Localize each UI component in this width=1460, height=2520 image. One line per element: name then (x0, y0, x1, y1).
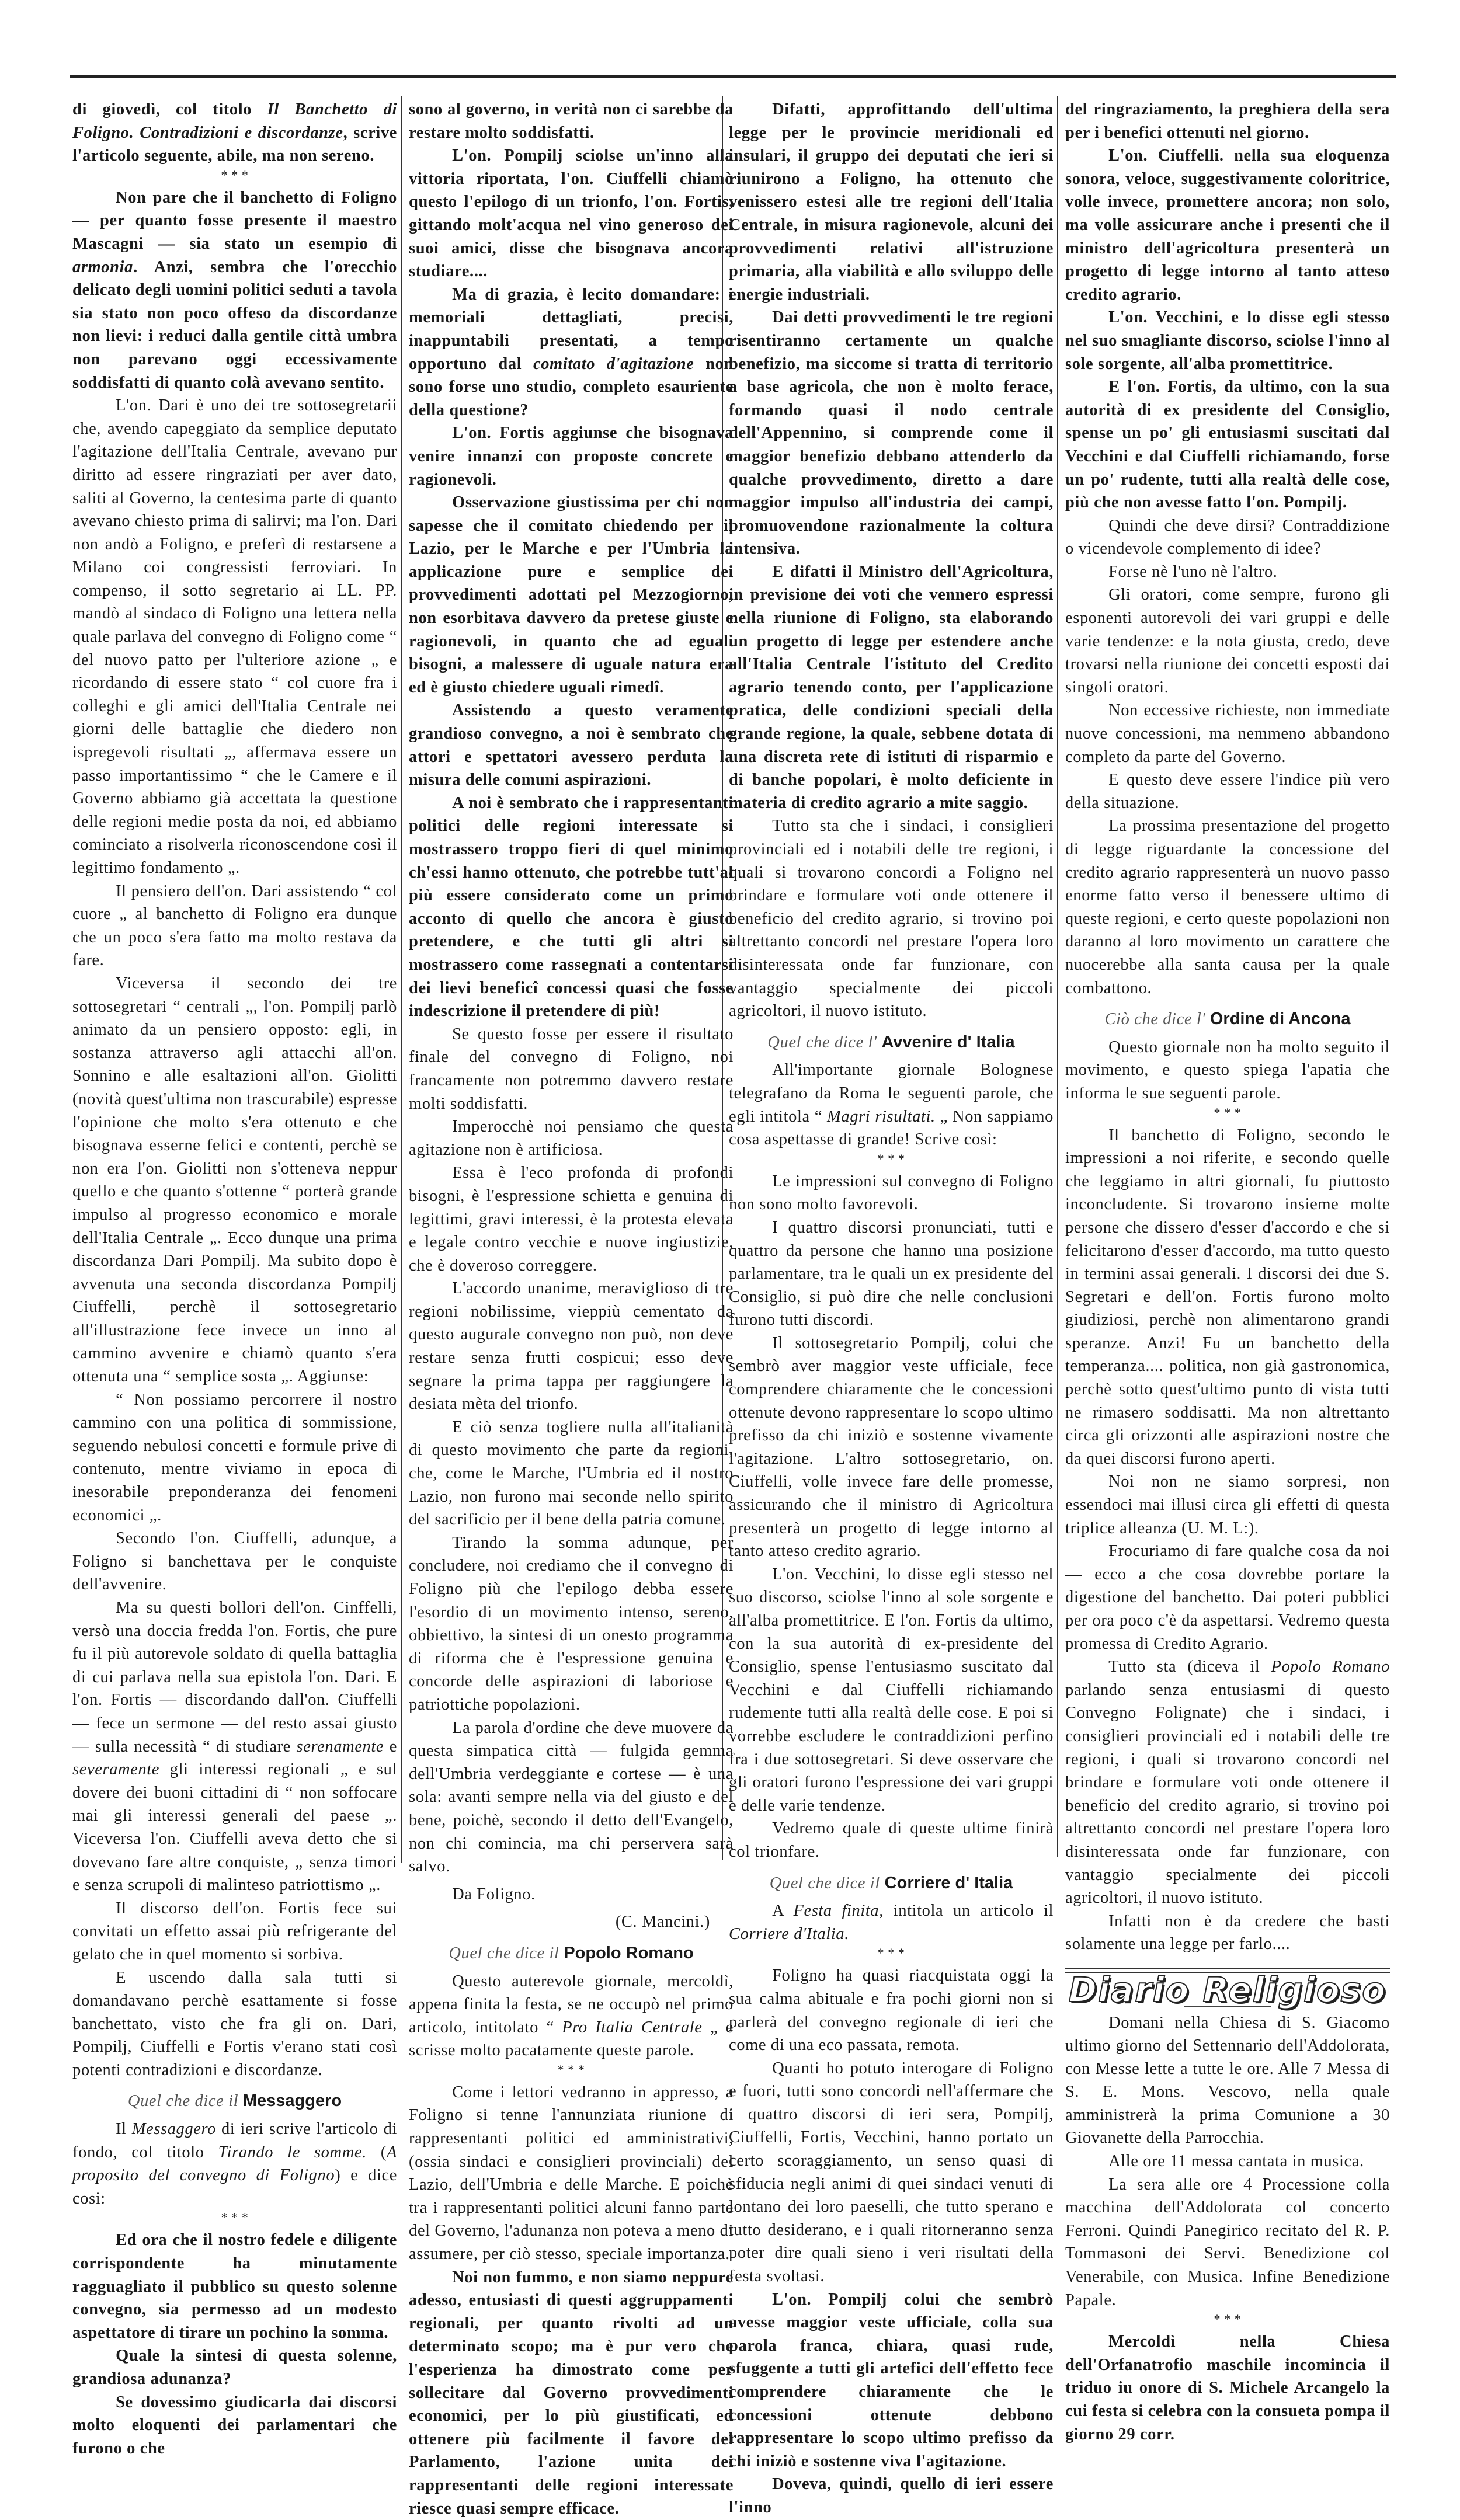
article-paragraph (1065, 1655, 1390, 1910)
text-run: Non eccessive richieste, non immediate nuove concessioni, ma nemmeno abbandono completo da parte del Governo. (1065, 701, 1390, 766)
article-paragraph (72, 2391, 397, 2460)
section-title-diario-religioso: Diario Religioso (1068, 1969, 1387, 2010)
text-run: “ Non possiamo percorrere il nostro cammino con una politica di sommissione, seguendo nebulosi concetti e formule prive di contenuto, mentre viviamo in epoca di inesorabile preponderanza dei fenomeni economici „. (72, 1390, 397, 1524)
dateline: Da Foligno. (452, 1885, 536, 1903)
article-paragraph (409, 2266, 734, 2520)
text-run: Domani nella Chiesa di S. Giacomo ultimo giorno del Settennario dell'Addolorata, con Messe lette a tutte le ore. Alle 7 Messa di S. E. Mons. Vescovo, nella quale amministrerà la prima Comunione a 30 Giovanette della Parrocchia. (1065, 2013, 1390, 2147)
article-paragraph (1065, 1540, 1390, 1655)
article-paragraph (729, 561, 1054, 815)
asterism-separator: * * * (557, 2062, 585, 2077)
text-run: Dai detti provvedimenti le tre regioni risentiranno certamente un qualche benefizio, ma siccome si tratta di territorio a base agricola, che non è molto ferace, formando quasi il nodo centrale dell'Appennino, si comprende come il maggior benefizio debbano attenderlo da qualche provvedimento, diretto a dare maggior impulso all'industria dei campi, promuovendone razionalmente la coltura intensiva. (729, 308, 1054, 558)
article-paragraph (72, 972, 397, 1388)
article-paragraph (729, 1817, 1054, 1863)
italic-text: Festa finita (793, 1902, 880, 1920)
article-paragraph (409, 491, 734, 699)
column-1 (72, 98, 397, 2460)
text-run: E questo deve essere l'indice più vero della situazione. (1065, 771, 1390, 812)
text-run: Il pensiero dell'on. Dari assistendo “ col cuore „ al banchetto di Foligno era dunque che un poco s'era fatto ma molto restava da fare. (72, 882, 397, 970)
newspaper-name: Avvenire d' Italia (881, 1032, 1015, 1052)
article-paragraph (729, 815, 1054, 1022)
newspaper-name: Ordine di Ancona (1209, 1010, 1351, 1029)
text-run: gli interessi regionali „ e sul dovere dei buoni cittadini di “ non soffocare mai gli interessi generali del paese „. Viceversa l'on. Ciuffelli aveva detto che si dovevano fare altre conquiste, „ senza timori e senza scrupoli di malinteso patriottismo „. (72, 1760, 397, 1895)
text-run: E uscendo dalla sala tutti si domandavano perchè esattamente si fosse banchettato, visto che fra gli on. Dari, Pompilj, Ciuffelli e Fortis v'erano stati così potenti contradizioni e discordanze. (72, 1968, 397, 2079)
article-paragraph (409, 1970, 734, 2062)
text-run: Il sottosegretario Pompilj, colui che sembrò aver maggior veste ufficiale, fece comprendere chiaramente che le concessioni ottenute devono rappresentare lo scopo ultimo prefisso da chi iniziò e sostenne vivamente l'agitazione. L'altro sottosegretario, on. Ciuffelli, volle invece fare delle promesse, assicurando che il ministro di Agricoltura presenterà un progetto di legge intorno al tanto atteso credito agrario. (729, 1334, 1054, 1561)
article-paragraph (72, 2229, 397, 2344)
text-run: , scrive l'articolo seguente, abile, ma non sereno. (72, 123, 397, 165)
column-4 (1065, 98, 1390, 2446)
text-run: Vedremo quale di queste ultime finirà col trionfare. (729, 1819, 1054, 1861)
text-run: Noi non ne siamo sorpresi, non essendoci mai illusi circa gli effetti di questa triplice alleanza (U. M. L:). (1065, 1473, 1390, 1537)
text-run: Mercoldì nella Chiesa dell'Orfanatrofio maschile incomincia il triduo iu onore di S. Michele Arcangelo la cui festa si celebra con la consueta pompa il giorno 29 corr. (1065, 2333, 1390, 2444)
asterism-separator: * * * (1214, 2312, 1242, 2327)
article-paragraph (72, 186, 397, 394)
text-run: Se dovessimo giudicarla dai discorsi molto eloquenti dei parlamentari che furono o che (72, 2393, 397, 2458)
article-paragraph (729, 306, 1054, 561)
column-2 (409, 98, 734, 2520)
article-paragraph (1065, 1910, 1390, 1956)
text-run: Ma di grazia, è lecito domandare: i memoriali dettagliati, precisi, inappuntabili presentati, a tempo opportuno dal (409, 285, 734, 373)
masthead-rule (70, 75, 1396, 78)
article-paragraph (1065, 144, 1390, 306)
text-run: Alle ore 11 messa cantata in musica. (1108, 2152, 1364, 2171)
column-rule (1057, 96, 1058, 1857)
article-paragraph (1065, 306, 1390, 375)
italic-text: A proposito del convegno di Foligno (72, 2143, 397, 2185)
text-run: ( (366, 2143, 387, 2162)
article-paragraph (1065, 561, 1390, 584)
article-paragraph (409, 1277, 734, 1416)
article-paragraph (72, 1388, 397, 1527)
italic-text: Tirando le somme. (218, 2143, 367, 2162)
article-paragraph (409, 1161, 734, 1277)
text-run: „ e scrisse molto pacatamente queste parole. (409, 2018, 734, 2060)
article-paragraph (1065, 375, 1390, 514)
article-paragraph (729, 1216, 1054, 1332)
text-run: Imperocchè noi pensiamo che questa agitazione non è artificiosa. (409, 1118, 734, 1159)
text-run: Forse nè l'uno nè l'altro. (1108, 562, 1278, 581)
italic-text: serenamente (296, 1737, 384, 1756)
text-run: Quindi che deve dirsi? Contraddizione o vicendevole complemento di idee? (1065, 516, 1390, 558)
heading-lead: Quel che dice il (769, 1874, 880, 1892)
article-paragraph (72, 1966, 397, 2082)
text-run: Il discorso dell'on. Fortis fece sui convitati un effetto assai più refrigerante del gelato che in quel momento si sorbiva. (72, 1899, 397, 1964)
article-paragraph (1065, 514, 1390, 561)
text-run: ) e dice cosi: (72, 2166, 397, 2208)
text-run: L'on. Dari è uno dei tre sottosegretarii che, avendo capeggiato da semplice deputato l'agitazione dell'Italia Centrale, avevano pur diritto ad essere ringraziati per aver dato, saliti al Governo, la centesima parte di quanto avevano chiesto prima di salirvi; ma l'on. Dari non andò a Foligno, e preferì di restarsene a Milano coi congressisti ferroviari. In compenso, il sotto segretario ai LL. PP. mandò al sindaco di Foligno una lettera nella quale parlava del convegno di Foligno come “ del nuovo patto per l'ulteriore azione „ e ricordando di essere stato “ col cuore fra i colleghi e gli amici dell'Italia Centrale nei giorni delle battaglie che diedero non ispregevoli risultati „, affermava essere un passo importantissimo “ che le Camere e il Governo abbiamo già accettata la questione delle regioni medie posta da noi, ed abbiamo cominciato a risolverla riconoscendone così il legittimo fondamento „. (72, 396, 397, 877)
article-paragraph (409, 1416, 734, 1532)
article-paragraph (409, 98, 734, 144)
article-paragraph (1065, 98, 1390, 144)
asterism-separator: * * * (221, 2210, 249, 2225)
newspaper-name: Messaggero (242, 2091, 342, 2111)
article-paragraph (72, 880, 397, 972)
article-paragraph (1065, 2150, 1390, 2173)
section-rule (1065, 1968, 1390, 1973)
article-paragraph (729, 98, 1054, 306)
text-run: Tirando la somma adunque, per concludere, noi crediamo che il convegno di Foligno più che l'epilogo debba essere l'esordio di un movimento intenso, sereno, obbiettivo, la sintesi di un onesto programma di riforma che è l'espressione genuina e concorde delle aspirazioni di laboriose e patriottiche popolazioni. (409, 1533, 734, 1714)
text-run: Quanti ho potuto interogare di Foligno e fuori, tutti sono concordi nell'affermare che i quattro discorsi di ieri sera, Pompilj, Ciuffelli, Fortis, Vecchini, hanno portato un certo scoraggiamento, un senso quasi di sfiducia negli animi di quei sindaci venuti di lontano dei loro paeselli, che tutto sperano e tutto desiderano, e i quali ritorneranno senza poter dire quali sieno i veri risultati della festa svoltasi. (729, 2059, 1054, 2286)
text-run: La sera alle ore 4 Processione colla macchina dell'Addolorata col concerto Ferroni. Quindi Panegirico recitato del R. P. Tommasoni dei Servi. Benedizione col Venerabile, con Musica. Infine Benedizione Papale. (1065, 2175, 1390, 2309)
text-run: Tutto sta che i sindaci, i consiglieri provinciali ed i notabili delle tre regioni, i quali si trovarono concordi a Foligno nel brindare e formulare voti onde ottenere il beneficio del credito agrario, si trovino poi altrettanto concordi nel prestare l'opera loro disinteressata onde far funzionare, con vantaggio specialmente dei piccoli agricoltori, il nuovo istituto. (729, 817, 1054, 1021)
text-run: Gli oratori, come sempre, furono gli esponenti autorevoli dei vari gruppi e delle varie tendenze: e la nota giusta, credo, deve trovarsi nella riunione dei concetti esposti dai singoli oratori. (1065, 586, 1390, 697)
text-run: Questo giornale non ha molto seguito il movimento, e questo spiega l'apatia che informa le sue seguenti parole. (1065, 1038, 1390, 1102)
article-paragraph (729, 1332, 1054, 1563)
text-run: L'on. Vecchini, lo disse egli stesso nel suo discorso, sciolse l'inno al sole sorgente e all'alba promettitrice. E l'on. Fortis da ultimo, con la sua autorità di ex-presidente del Consiglio, spense l'entusiasmo suscitato dal Vecchini e dal Ciuffelli richiamando rudemente tutti alla realtà delle cose. E poi si vorrebbe escludere le contraddizioni perfino fra i due sottosegretari. Si deve osservare che gli oratori furono l'espressione dei vari gruppi e delle varie tendenze. (729, 1565, 1054, 1815)
text-run: Le impressioni sul convegno di Foligno non sono molto favorevoli. (729, 1172, 1054, 1214)
italic-text: severamente (72, 1760, 160, 1779)
text-run: Non pare che il banchetto di Foligno — per quanto fosse presente il maestro Mascagni — sia stato un esempio di (72, 188, 397, 253)
article-paragraph (72, 2118, 397, 2210)
text-run: Viceversa il secondo dei tre sottosegretari “ centrali „, l'on. Pompilj parlò animato da un pensiero opposto: egli, in sostanza attraverso agli attacchi all'on. Sonnino e alle esaltazioni all'on. Giolitti (novità quest'ultima non trascurabile) espresse l'opinione che molto s'era ottenuto e che bisognava esserne felici e contenti, perchè se non era l'on. Giolitti non s'otteneva neppur quello e che quanto s'ottenne “ porterà grande impulso al progresso economico e morale dell'Italia Centrale „. Ecco dunque una prima discordanza Dari Pompilj. Ma subito dopo è avvenuta una seconda discordanza Pompilj Ciuffelli, perchè il sottosegretario all'illustrazione fece invece un inno al cammino avvenire e chiamò quanto s'era ottenuta una “ semplice sosta „. Aggiunse: (72, 974, 397, 1386)
article-paragraph (409, 422, 734, 491)
column-3 (729, 98, 1054, 2519)
text-run: Essa è l'eco profonda di profondi bisogni, è l'espressione schietta e genuina di legittimi, gravi interessi, è la protesta elevata e legale contro vecchie e nuove ingiustizie, che è doveroso correggere. (409, 1164, 734, 1275)
text-run: La prossima presentazione del progetto di legge riguardante la concessione del credito agrario rappresenterà un nuovo passo enorme fatto verso il benessere ultimo di queste regioni, e certo queste popolazioni non daranno al loro movimento un carattere che nuocerebbe alla santa causa per la quale combattono. (1065, 817, 1390, 997)
text-run: parlando senza entusiasmi di questo Convegno Folignate) che i sindaci, i consiglieri provinciali ed i notabili delle tre regioni, i quali si trovarono concordi nel brindare e formulare voti onde ottenere il beneficio del credito agrario, si trovino poi altrettanto concordi nel prestare l'opera loro disinteressata onde far funzionare, con vantaggio specialmente dei piccoli agricoltori, il nuovo istituto. (1065, 1680, 1390, 1908)
article-paragraph (72, 2344, 397, 2390)
text-run: L'on. Ciuffelli. nella sua eloquenza sonora, veloce, suggestivamente coloritrice, volle invece, promettere ancora; non solo, ma volle assicurare anche i presenti che il ministro dell'agricoltura presenterà un progetto di legge intorno al tanto atteso credito agrario. (1065, 147, 1390, 304)
asterism-separator: * * * (877, 1945, 905, 1961)
article-paragraph (729, 1899, 1054, 1945)
asterism-separator: * * * (221, 167, 249, 182)
article-paragraph (72, 394, 397, 879)
article-paragraph (409, 144, 734, 283)
text-run: Se questo fosse per essere il risultato finale del convegno di Foligno, noi francamente non potremmo davvero restare molti soddisfatti. (409, 1025, 734, 1113)
article-paragraph (1065, 1124, 1390, 1471)
article-paragraph (409, 1717, 734, 1878)
text-run: e (384, 1737, 397, 1756)
text-run: , intitola un articolo il (879, 1902, 1054, 1920)
newspaper-name: Corriere d' Italia (884, 1873, 1013, 1892)
section-heading (729, 1872, 1054, 1895)
text-run: Frocuriamo di fare qualche cosa da noi — ecco a che cosa dovrebbe portare la digestione del banchetto. Dai poteri pubblici per ora poco c'è da aspettarsi. Vedremo questa promessa di Credito Agrario. (1065, 1542, 1390, 1653)
article-paragraph (1065, 1036, 1390, 1105)
text-run: All'importante giornale Bolognese telegrafano da Roma le seguenti parole, che egli intitola “ (729, 1061, 1054, 1126)
text-run: „ Non sappiamo cosa aspettasse di grande! Scrive così: (729, 1107, 1054, 1149)
text-run: E ciò senza togliere nulla all'italianità di questo movimento che parte da regioni, che, come le Marche, l'Umbria ed il nostro Lazio, non furono mai seconde nello spirito del sacrificio per il bene della patria comune. (409, 1418, 734, 1529)
newspaper-name: Popolo Romano (564, 1943, 694, 1962)
article-paragraph (1065, 815, 1390, 1000)
text-run: Assistendo a questo veramente grandioso convegno, a noi è sembrato che attori e spettatori avessero perduta la misura delle comuni aspirazioni. (409, 701, 734, 789)
text-run: Come i lettori vedranno in appresso, a Foligno si tenne l'annunziata riunione di rappresentanti politici ed amministrativi, (ossia sindaci e consiglieri provinciali) del Lazio, dell'Umbria e delle Marche. E poichè tra i rappresentanti politici alcuni fanno parte del Governo, l'adunanza non poteva a meno di assumere, per ciò stesso, speciale importanza. (409, 2083, 734, 2264)
section-heading (1065, 1008, 1390, 1031)
text-run: Difatti, approfittando dell'ultima legge per le provincie meridionali ed insulari, il gruppo dei deputati che ieri si riunirono a Foligno, ha ottenuto che venissero estesi alle tre regioni dell'Italia Centrale, in misura ragionevole, alcuni dei provvedimenti relativi all'istruzione primaria, alla viabilità e allo sviluppo delle energie industriali. (729, 100, 1054, 304)
article-paragraph (409, 1532, 734, 1717)
text-run: sono al governo, in verità non ci sarebbe da restare molto soddisfatti. (409, 100, 734, 142)
text-run: Infatti non è da credere che basti solamente una legge per farlo.... (1065, 1912, 1390, 1954)
italic-text: Messaggero (131, 2120, 216, 2139)
heading-lead: Ciò che dice l' (1104, 1010, 1206, 1029)
text-run: Tutto sta (diceva il (1108, 1658, 1271, 1676)
text-run: di giovedì, col titolo (72, 100, 267, 119)
text-run: Secondo l'on. Ciuffelli, adunque, a Foligno si banchettava per le conquiste dell'avvenire. (72, 1529, 397, 1594)
article-paragraph (72, 98, 397, 168)
text-run: A (772, 1902, 794, 1920)
text-run: E l'on. Fortis, da ultimo, con la sua autorità di ex presidente del Consiglio, spense un po' gli entusiasmi suscitati dal Vecchini e dal Ciuffelli richiamando, forse un po' rudente, tutti alla realtà delle cose, più che non avesse fatto l'on. Pompilj. (1065, 378, 1390, 512)
italic-text: Magri risultati. (827, 1107, 936, 1126)
article-paragraph (409, 1115, 734, 1161)
column-rule (401, 96, 402, 1863)
italic-text: Popolo Romano (1271, 1658, 1390, 1676)
section-heading (729, 1031, 1054, 1054)
text-run: Il (116, 2120, 132, 2139)
text-run: Questo auterevole giornale, mercoldì, appena finita la festa, se ne occupò nel primo articolo, intitolato “ (409, 1972, 734, 2037)
text-run: La parola d'ordine che deve muovere da questa simpatica città — fulgida gemma dell'Umbria verdeggiante e cortese — è una sola: avanti sempre nella via del giusto e del bene, poichè, secondo il detto dell'Evangelo, non chi comincia, ma chi perservera sarà salvo. (409, 1718, 734, 1876)
article-paragraph (1065, 2330, 1390, 2446)
text-run: non sono forse uno studio, completo esauriente della questione? (409, 354, 734, 419)
article-paragraph (729, 2473, 1054, 2519)
text-run: Foligno ha quasi riacquistata oggi la sua calma abituale e fra pochi giorni non si parlerà del convegno regionale di ieri che come di una eco passata, remota. (729, 1966, 1054, 2055)
text-run: L'on. Fortis aggiunse che bisognava venire innanzi con proposte concrete e ragionevoli. (409, 424, 734, 489)
article-paragraph (729, 1964, 1054, 2056)
heading-lead: Quel che dice il (449, 1944, 559, 1962)
asterism-separator: * * * (877, 1151, 905, 1166)
text-run: Doveva, quindi, quello di ieri essere l'inno (729, 2475, 1054, 2516)
italic-text: armonia (72, 257, 133, 276)
text-run: L'accordo unanime, meraviglioso di tre regioni nobilissime, vieppiù cementato da questo augurale convegno non può, non deve restare senza frutti cospicui; esso deve segnare la prima tappa per raggiungere la desiata mèta del trionfo. (409, 1279, 734, 1414)
article-paragraph (409, 2081, 734, 2266)
article-paragraph (1065, 699, 1390, 768)
text-run: Ma su questi bollori dell'on. Cinffelli, versò una doccia fredda l'on. Fortis, che pure fu il più autorevole soldato di quella battaglia di cui parlava nella sua epistola l'on. Dari. E l'on. Fortis — discordando dall'on. Ciuffelli — fece un sermone — del resto assai giusto — sulla necessità “ di studiare (72, 1599, 397, 1756)
article-paragraph (729, 2057, 1054, 2288)
asterism-separator: * * * (1214, 1105, 1242, 1120)
article-paragraph (1065, 2011, 1390, 2150)
heading-lead: Quel che dice l' (767, 1033, 877, 1052)
text-run: Il banchetto di Foligno, secondo le impressioni a noi riferite, e secondo quelle che leggiamo in altri giornali, fu piuttosto inconcludente. Si trovarono insieme molte persone che dissero d'esser d'accordo e che si felicitarono d'esser d'accordo, ma tutto questo in termini assai generali. I discorsi dei due S. Segretari e dell'on. Fortis furono molto giudiziosi, perchè non alimentarono grandi speranze. Anzi! Fu un banchetto della temperanza.... politica, non già gastronomica, perchè sotto quest'ultimo punto di vista tutti ne rimasero soddisatti. Ma non altrettanto circa gli orizzonti alle aspirazioni nostre che da quei discorsi furono aperti. (1065, 1126, 1390, 1468)
italic-text: Il Banchetto di Foligno. Contradizioni e discordanze (72, 100, 397, 142)
article-paragraph (72, 1596, 397, 1897)
article-paragraph (1065, 2173, 1390, 2312)
text-run: . Anzi, sembra che l'orecchio delicato degli uomini politici seduti a tavola sia stato non poco offeso da discordanze non lievi: i reduci dalla gentile città umbra non parevano oggi eccessivamente soddisfatti di quanto colà avevano sentito. (72, 257, 397, 392)
text-run: Ed ora che il nostro fedele e diligente corrispondente ha minutamente ragguagliato il pubblico su questo solenne convegno, sia permesso ad un modesto aspettatore di tirare un pochino la somma. (72, 2231, 397, 2342)
article-paragraph (409, 699, 734, 791)
italic-text: Corriere d'Italia. (729, 1924, 849, 1943)
article-paragraph (729, 1059, 1054, 1151)
text-run: L'on. Pompilj colui che sembrò avesse maggior veste ufficiale, colla sua parola franca, chiara, quasi rude, sfuggente a tutti gli artefici dell'effetto fece comprendere chiaramente che le concessioni ottenute debbono rappresentare lo scopo ultimo prefisso da chi iniziò e sostenne viva l'agitazione. (729, 2290, 1054, 2470)
italic-text: Pro Italia Centrale (562, 2018, 703, 2037)
text-run: L'on. Vecchini, e lo disse egli stesso nel suo smagliante discorso, sciolse l'inno al sole sorgente, all'alba promettitrice. (1065, 308, 1390, 373)
text-run: del ringraziamento, la preghiera della sera per i benefici ottenuti nel giorno. (1065, 100, 1390, 142)
article-paragraph (1065, 768, 1390, 815)
text-run: Noi non fummo, e non siamo neppure adesso, entusiasti di questi aggruppamenti regionali, per quanto rivolti ad un determinato scopo; ma è pur vero che l'esperienza ha dimostrato come per sollecitare dal Governo provvedimenti economici, per lo più giustificati, ed ottenere più facilmente il favore del Parlamento, l'azione unita dei rappresentanti delle regioni interessate riesce quasi sempre efficace. (409, 2268, 734, 2518)
text-run: Osservazione giustissima per chi non sapesse che il comitato chiedendo per il Lazio, per le Marche e per l'Umbria la applicazione pure e semplice dei provvedimenti adottati pel Mezzogiorno, non esorbitava davvero da pretese giuste e ragionevoli, in quanto che ad eguali bisogni, a malessere di uguale natura era ed è giusto chiedere uguali rimedî. (409, 493, 734, 697)
article-paragraph (72, 1527, 397, 1596)
text-run: I quattro discorsi pronunciati, tutti e quattro da persone che hanno una posizione parlamentare, tra le quali un ex presidente del Consiglio, si può dire che nelle conclusioni furono tutti discordi. (729, 1218, 1054, 1329)
section-heading (72, 2090, 397, 2113)
text-run: L'on. Pompilj sciolse un'inno alla vittoria riportata, l'on. Ciuffelli chiamò questo l'epilogo di un trionfo, l'on. Fortis, gittando molt'acqua nel vino generoso dei suoi amici, disse che bisognava ancora studiare.... (409, 147, 734, 281)
article-paragraph (409, 1023, 734, 1115)
text-run: Quale la sintesi di questa solenne, grandiosa adunanza? (72, 2347, 397, 2388)
ornament-rule (1184, 2006, 1271, 2007)
article-paragraph (729, 1563, 1054, 1818)
article-paragraph (729, 1170, 1054, 1216)
article-paragraph (1065, 1470, 1390, 1540)
article-paragraph (409, 283, 734, 422)
italic-text: comitato d'agitazione (533, 354, 694, 373)
text-run: A noi è sembrato che i rappresentanti politici delle regioni interessate si mostrassero troppo fieri di quel minimo ch'essi hanno ottenuto, che potrebbe tutt'al più essere considerato come un primo acconto di quello che ancora è giusto pretendere, e che tutti gli altri si mostrassero come rassegnati a contentarsi dei lievi beneficî concessi quasi che fosse indescrizione il pretendere di più! (409, 793, 734, 1021)
article-paragraph (409, 792, 734, 1023)
author-signature: (C. Mancini.) (615, 1913, 710, 1931)
heading-lead: Quel che dice il (127, 2092, 239, 2111)
text-run: di ieri scrive l'articolo di fondo, col titolo (72, 2120, 397, 2162)
article-paragraph (72, 1897, 397, 1966)
article-paragraph (729, 2288, 1054, 2473)
article-paragraph (1065, 583, 1390, 699)
section-heading (409, 1942, 734, 1965)
text-run: E difatti il Ministro dell'Agricoltura, in previsione dei voti che vennero espressi nella riunione di Foligno, sta elaborando un progetto di legge per estendere anche all'Italia Centrale l'istituto del Credito agrario tenendo conto, per l'applicazione pratica, delle condizioni speciali della grande regione, la quale, sebbene dotata di una discreta rete di istituti di risparmio e di banche popolari, è molto deficiente in materia di credito agrario a mite saggio. (729, 562, 1054, 812)
